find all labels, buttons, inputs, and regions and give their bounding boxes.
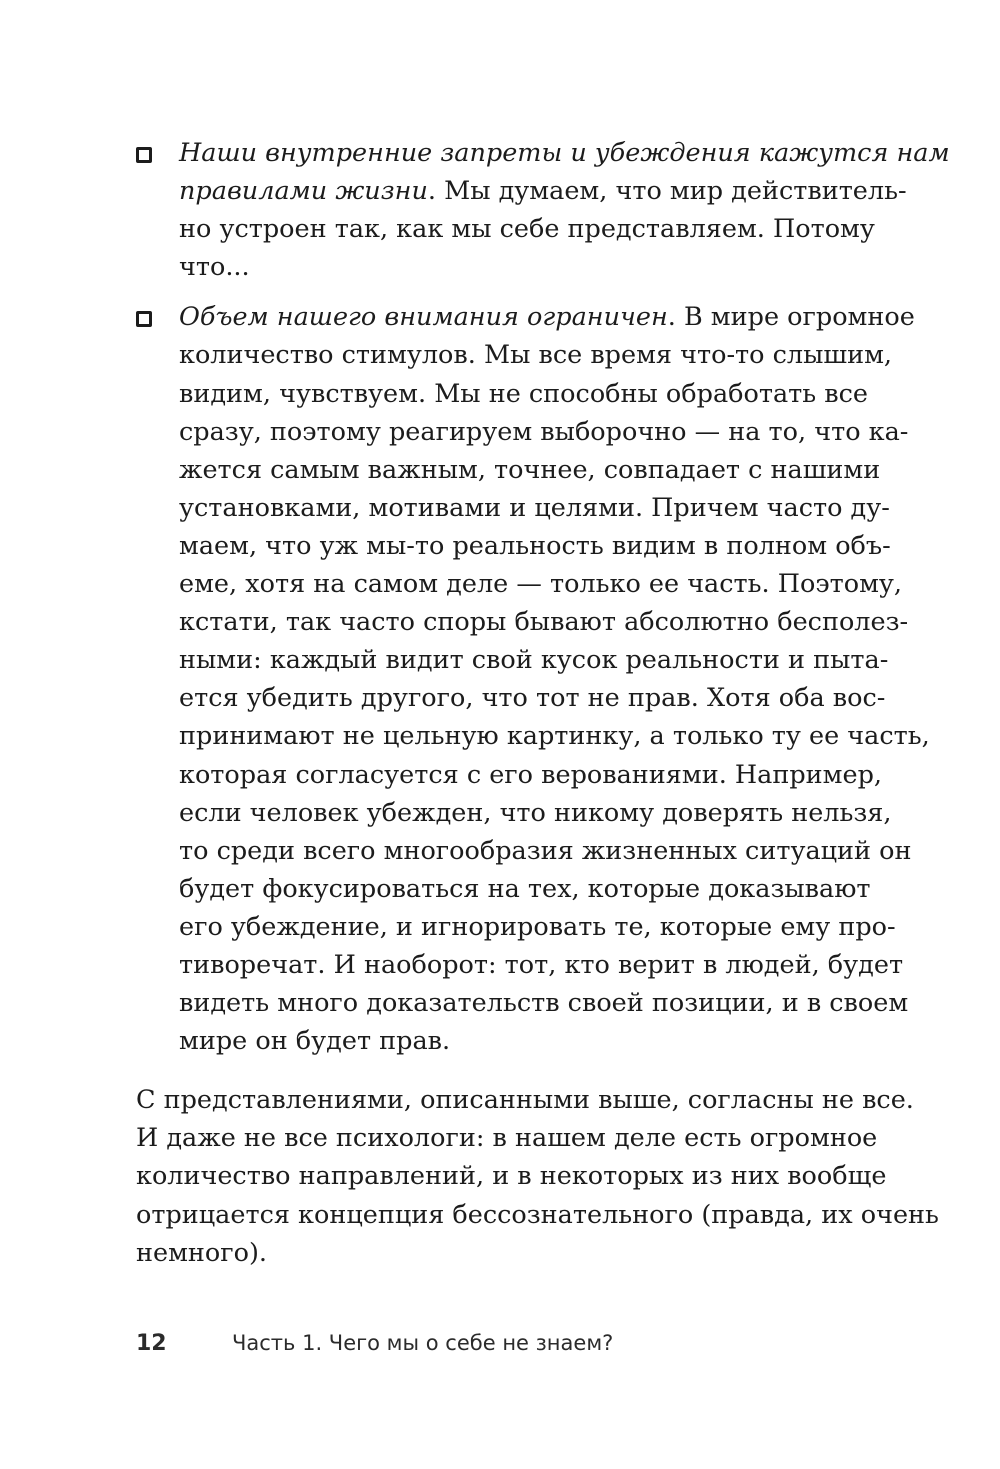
text-line: тиворечат. И наоборот: тот, кто верит в людей, будет: [179, 949, 904, 980]
text-line: то среди всего многообразия жизненных ситуаций он: [179, 835, 912, 866]
text-line: кстати, так часто споры бывают абсолютно бесполез-: [179, 607, 909, 638]
text-line: его убеждение, и игнорировать те, которые ему про-: [179, 911, 896, 942]
text-line: С представлениями, описанными выше, согласны не все.: [136, 1085, 914, 1116]
italic-phrase: правилами жизни: [179, 176, 428, 207]
italic-phrase: Объем нашего внимания ограничен: [179, 302, 668, 333]
text-line: ется убедить другого, что тот не прав. Хотя оба вос-: [179, 683, 886, 714]
text-line: ными: каждый видит свой кусок реальности и пыта-: [179, 645, 889, 676]
chapter-title: Часть 1. Чего мы о себе не знаем?: [232, 1331, 614, 1355]
text-line: видим, чувствуем. Мы не способны обработать все: [179, 378, 868, 409]
page-content: [136, 134, 950, 1272]
text-line: немного).: [136, 1237, 268, 1268]
checklist-item: [136, 134, 950, 286]
page-footer: [136, 1331, 613, 1356]
text-line: видеть много доказательств своей позиции, и в своем: [179, 988, 909, 1019]
page-number: 12: [136, 1331, 167, 1356]
italic-phrase: Наши внутренние запреты и убеждения кажутся нам: [179, 138, 950, 168]
text-line: маем, что уж мы-то реальность видим в полном объ-: [179, 530, 891, 561]
text-line: но устроен так, как мы себе представляем. Потому: [179, 214, 875, 245]
text-line: количество стимулов. Мы все время что-то слышим,: [179, 340, 893, 371]
text-line: И даже не все психологи: в нашем деле есть огромное: [136, 1123, 878, 1154]
text-line: Объем нашего внимания ограничен. В мире огромное: [179, 302, 915, 333]
text-line: сразу, поэтому реагируем выборочно — на то, что ка-: [179, 416, 909, 447]
checkbox-icon: [136, 147, 152, 163]
text-line: правилами жизни. Мы думаем, что мир действитель-: [179, 176, 907, 207]
text-line: мире он будет прав.: [179, 1026, 451, 1057]
text-line: жется самым важным, точнее, совпадает с нашими: [179, 454, 881, 485]
body-paragraph: [136, 1081, 939, 1271]
text-line: если человек убежден, что никому доверять нельзя,: [179, 797, 892, 828]
text-line: принимают не цельную картинку, а только ту ее часть,: [179, 721, 930, 752]
checkbox-icon: [136, 311, 152, 327]
text-line: которая согласуется с его верованиями. Например,: [179, 759, 883, 790]
text-line: что...: [179, 252, 250, 283]
text-line: отрицается концепция бессознательного (правда, их очень: [136, 1199, 939, 1230]
text-line: [179, 134, 950, 172]
text-line: количество направлений, и в некоторых из них вообще: [136, 1161, 887, 1192]
text-line: еме, хотя на самом деле — только ее часть. Поэтому,: [179, 569, 903, 600]
text-line: будет фокусироваться на тех, которые доказывают: [179, 873, 871, 904]
text-line: установками, мотивами и целями. Причем часто ду-: [179, 492, 890, 523]
checklist-item: [136, 298, 930, 1060]
